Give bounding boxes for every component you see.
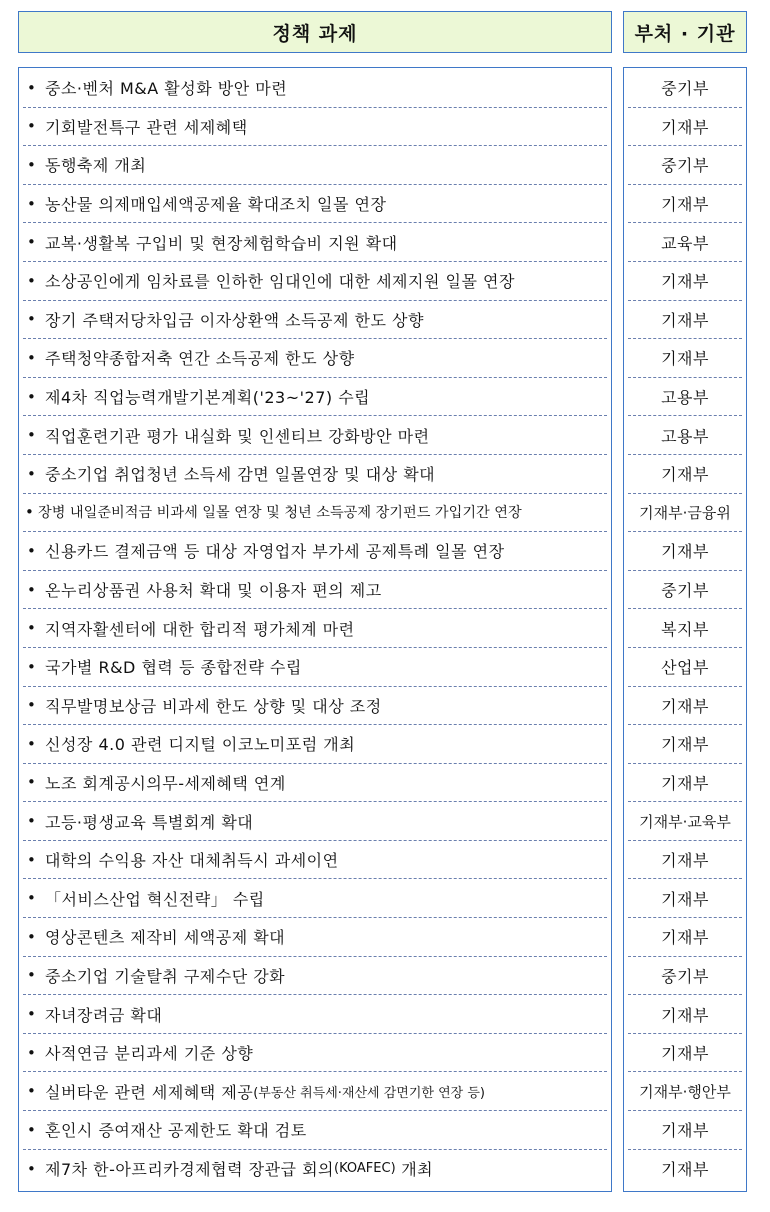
agency-name: 중기부 — [661, 79, 709, 99]
agency-name: 기재부 — [661, 349, 709, 369]
agency-row — [628, 108, 742, 147]
agency-name: 중기부 — [661, 156, 709, 176]
policy-task-row — [23, 841, 607, 880]
policy-task-row — [23, 339, 607, 378]
bullet-icon: • — [27, 657, 37, 676]
agency-row — [628, 223, 742, 262]
agency-name: 고용부 — [661, 388, 709, 408]
policy-task-text: 제4차 직업능력개발기본계획('23~'27) 수립 — [45, 388, 371, 408]
bullet-icon: • — [27, 271, 37, 290]
agency-row — [628, 995, 742, 1034]
agency-name: 기재부 — [661, 195, 709, 215]
bullet-icon: • — [27, 310, 37, 329]
bullet-icon: • — [27, 155, 37, 174]
policy-task-text: 농산물 의제매입세액공제율 확대조치 일몰 연장 — [45, 195, 387, 215]
agency-row — [628, 1034, 742, 1073]
agency-row — [628, 146, 742, 185]
agency-row — [628, 609, 742, 648]
policy-task-text: 「서비스산업 혁신전략」 수립 — [45, 889, 265, 909]
bullet-icon: • — [27, 194, 37, 213]
agency-name: 기재부 — [661, 773, 709, 793]
policy-task-text: 국가별 R&D 협력 등 종합전략 수립 — [45, 658, 302, 678]
policy-task-row — [23, 995, 607, 1034]
policy-task-row — [23, 108, 607, 147]
policy-task-row — [23, 146, 607, 185]
agency-name: 교육부 — [661, 233, 709, 253]
agency-name: 기재부 — [661, 851, 709, 871]
agency-row — [628, 455, 742, 494]
policy-task-row — [23, 185, 607, 224]
bullet-icon: • — [27, 580, 37, 599]
agency-row — [628, 378, 742, 417]
header-agency-label: 부처 · 기관 — [634, 22, 736, 45]
policy-task-text: 직무발명보상금 비과세 한도 상향 및 대상 조정 — [45, 696, 382, 716]
policy-task-row — [23, 957, 607, 996]
bullet-icon: • — [27, 464, 37, 483]
policy-task-row — [23, 571, 607, 610]
policy-task-row — [23, 223, 607, 262]
bullet-icon: • — [27, 812, 37, 831]
policy-task-text: 고등·평생교육 특별회계 확대 — [45, 812, 254, 832]
bullet-icon: • — [27, 619, 37, 638]
agency-row — [628, 918, 742, 957]
header-policy-task-label: 정책 과제 — [272, 22, 358, 45]
policy-task-text: 제7차 한-아프리카경제협력 장관급 회의 — [45, 1160, 335, 1180]
policy-task-row — [23, 1072, 607, 1111]
policy-task-row — [23, 378, 607, 417]
bullet-icon: • — [27, 850, 37, 869]
policy-task-text: 주택청약종합저축 연간 소득공제 한도 상향 — [45, 349, 355, 369]
agency-row — [628, 957, 742, 996]
agency-name: 기재부·행안부 — [639, 1082, 731, 1101]
agency-row — [628, 571, 742, 610]
agency-row — [628, 339, 742, 378]
policy-task-text: 사적연금 분리과세 기준 상향 — [45, 1044, 254, 1064]
policy-task-text: 지역자활센터에 대한 합리적 평가체계 마련 — [45, 619, 355, 639]
agency-name: 중기부 — [661, 966, 709, 986]
bullet-icon: • — [27, 387, 37, 406]
policy-task-text: 대학의 수익용 자산 대체취득시 과세이연 — [45, 851, 339, 871]
agency-name: 기재부 — [661, 542, 709, 562]
agency-name: 산업부 — [661, 658, 709, 678]
policy-task-text: 영상콘텐츠 제작비 세액공제 확대 — [45, 928, 286, 948]
agency-name: 기재부 — [661, 1160, 709, 1180]
bullet-icon: • — [27, 426, 37, 445]
agency-row — [628, 764, 742, 803]
agency-row — [628, 69, 742, 108]
agency-row — [628, 1072, 742, 1111]
policy-task-text: 동행축제 개최 — [45, 156, 147, 176]
agency-row — [628, 687, 742, 726]
policy-task-row — [23, 494, 607, 533]
agency-name: 기재부 — [661, 310, 709, 330]
agency-row — [628, 802, 742, 841]
agency-name: 기재부 — [661, 1044, 709, 1064]
bullet-icon: • — [27, 78, 37, 97]
bullet-icon: • — [27, 233, 37, 252]
policy-task-text: 중소기업 기술탈취 구제수단 강화 — [45, 966, 286, 986]
bullet-icon: • — [27, 1005, 37, 1024]
bullet-icon: • — [27, 348, 37, 367]
bullet-icon: • — [27, 1082, 37, 1101]
agency-row — [628, 532, 742, 571]
policy-task-text: 신용카드 결제금액 등 대상 자영업자 부가세 공제특례 일몰 연장 — [45, 542, 505, 562]
agency-name: 기재부 — [661, 696, 709, 716]
agency-name: 기재부 — [661, 735, 709, 755]
agency-row — [628, 1111, 742, 1150]
agency-name: 기재부 — [661, 117, 709, 137]
agency-name: 복지부 — [661, 619, 709, 639]
bullet-icon: • — [27, 966, 37, 985]
policy-task-row — [23, 687, 607, 726]
policy-task-row — [23, 648, 607, 687]
policy-task-row — [23, 1111, 607, 1150]
bullet-icon: • — [27, 927, 37, 946]
agency-row — [628, 879, 742, 918]
policy-task-row — [23, 262, 607, 301]
policy-task-row — [23, 764, 607, 803]
bullet-icon: • — [27, 117, 37, 136]
policy-task-row — [23, 802, 607, 841]
policy-task-text: 노조 회계공시의무-세제혜택 연계 — [45, 773, 286, 793]
policy-task-row — [23, 416, 607, 455]
policy-task-text: 자녀장려금 확대 — [45, 1005, 163, 1025]
policy-task-text: 장병 내일준비적금 비과세 일몰 연장 및 청년 소득공제 장기펀드 가입기간 연장 — [38, 505, 522, 522]
policy-task-row — [23, 301, 607, 340]
bullet-icon: • — [25, 503, 34, 522]
policy-task-row — [23, 609, 607, 648]
agency-name: 기재부 — [661, 928, 709, 948]
policy-task-text: 신성장 4.0 관련 디지털 이코노미포럼 개최 — [45, 735, 356, 755]
agency-row — [628, 648, 742, 687]
agency-name: 기재부·금융위 — [639, 503, 731, 522]
policy-task-text: 중소·벤처 M&A 활성화 방안 마련 — [45, 79, 288, 99]
policy-task-text: 교복·생활복 구입비 및 현장체험학습비 지원 확대 — [45, 233, 398, 253]
policy-task-text: 기회발전특구 관련 세제혜택 — [45, 117, 248, 137]
header-agency — [623, 11, 747, 53]
bullet-icon: • — [27, 541, 37, 560]
policy-task-text: 혼인시 증여재산 공제한도 확대 검토 — [45, 1121, 307, 1141]
agency-name: 중기부 — [661, 581, 709, 601]
agency-row — [628, 841, 742, 880]
agency-row — [628, 1150, 742, 1189]
policy-task-note: (부동산 취득세·재산세 감면기한 연장 등) — [253, 1085, 485, 1101]
policy-task-row — [23, 455, 607, 494]
policy-task-text: 장기 주택저당차입금 이자상환액 소득공제 한도 상향 — [45, 310, 424, 330]
policy-task-text: 직업훈련기관 평가 내실화 및 인센티브 강화방안 마련 — [45, 426, 430, 446]
bullet-icon: • — [27, 1120, 37, 1139]
header-policy-task — [18, 11, 612, 53]
agency-list — [623, 67, 747, 1192]
bullet-icon: • — [27, 696, 37, 715]
bullet-icon: • — [27, 1043, 37, 1062]
policy-task-row — [23, 1034, 607, 1073]
bullet-icon: • — [27, 1159, 37, 1178]
agency-name: 기재부 — [661, 465, 709, 485]
policy-task-text: 소상공인에게 임차료를 인하한 임대인에 대한 세제지원 일몰 연장 — [45, 272, 515, 292]
agency-row — [628, 301, 742, 340]
policy-task-text-tail: 개최 — [395, 1160, 434, 1180]
policy-task-row — [23, 1150, 607, 1189]
agency-row — [628, 185, 742, 224]
agency-row — [628, 494, 742, 533]
policy-task-row — [23, 918, 607, 957]
policy-task-text: 실버타운 관련 세제혜택 제공 — [45, 1082, 254, 1102]
agency-row — [628, 262, 742, 301]
policy-task-text: 중소기업 취업청년 소득세 감면 일몰연장 및 대상 확대 — [45, 465, 436, 485]
policy-task-list — [18, 67, 612, 1192]
policy-task-row — [23, 879, 607, 918]
agency-name: 기재부 — [661, 1005, 709, 1025]
policy-task-row — [23, 532, 607, 571]
agency-row — [628, 725, 742, 764]
agency-row — [628, 416, 742, 455]
policy-task-text: 온누리상품권 사용처 확대 및 이용자 편의 제고 — [45, 581, 382, 601]
agency-name: 기재부 — [661, 272, 709, 292]
policy-task-row — [23, 69, 607, 108]
policy-task-row — [23, 725, 607, 764]
policy-task-note: (KOAFEC) — [334, 1161, 396, 1177]
bullet-icon: • — [27, 734, 37, 753]
bullet-icon: • — [27, 889, 37, 908]
agency-name: 기재부·교육부 — [639, 812, 731, 831]
agency-name: 기재부 — [661, 1121, 709, 1141]
bullet-icon: • — [27, 773, 37, 792]
agency-name: 기재부 — [661, 889, 709, 909]
agency-name: 고용부 — [661, 426, 709, 446]
